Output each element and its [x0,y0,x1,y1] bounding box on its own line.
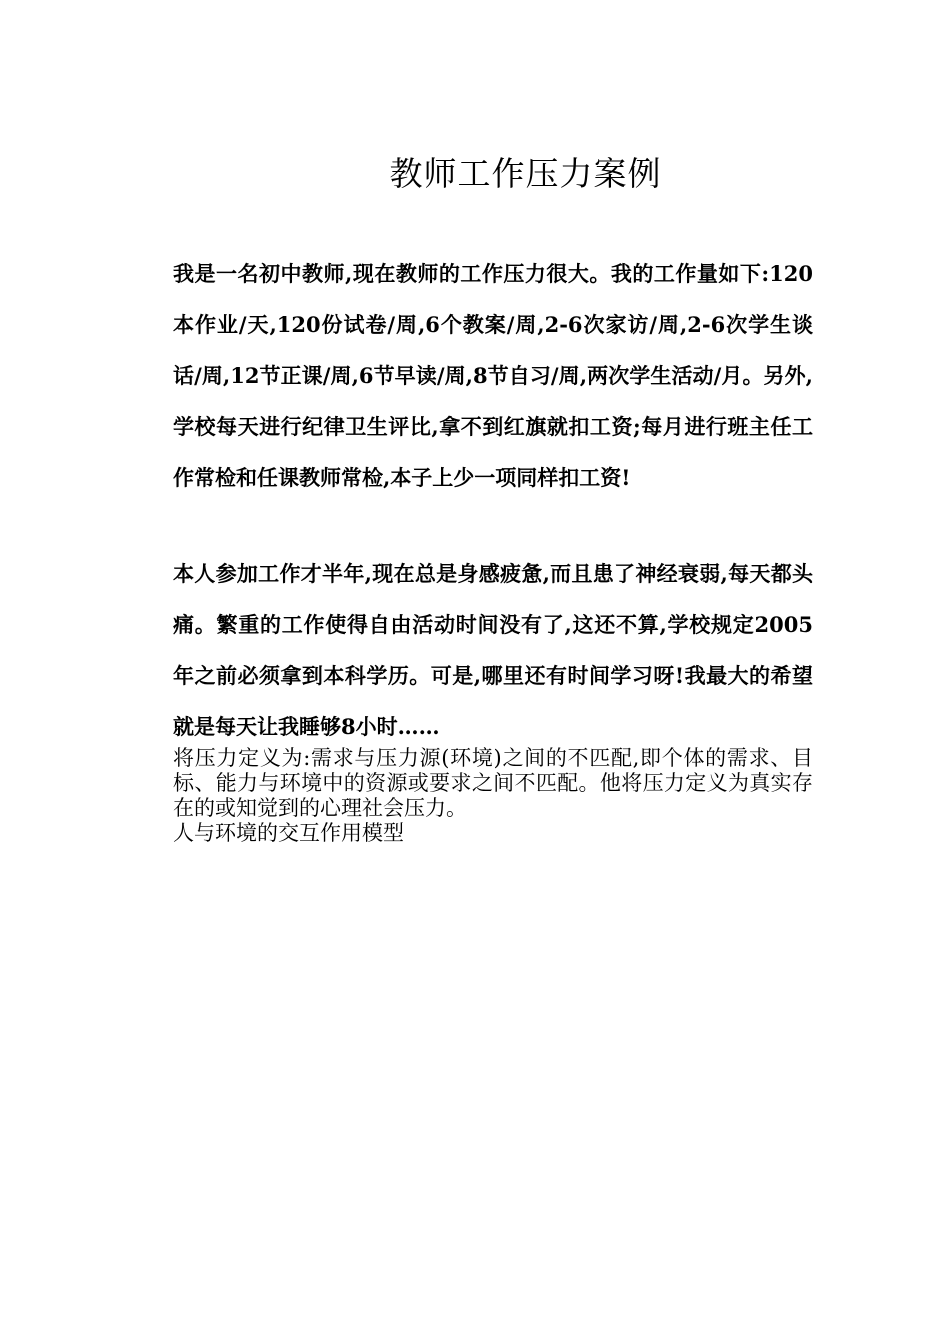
interaction-model-heading: 人与环境的交互作用模型 [173,821,404,845]
case-paragraph-health: 本人参加工作才半年,现在总是身感疲惫,而且患了神经衰弱,每天都头痛。繁重的工作使得自由活动时间没有了,这还不算,学校规定2005年之前必须拿到本科学历。可是,哪里还有时间学习呀!我最大的希望就是每天让我睡够8小时…… [173,561,813,739]
stress-definition-paragraph: 将压力定义为:需求与压力源(环境)之间的不匹配,即个体的需求、目标、能力与环境中的资源或要求之间不匹配。他将压力定义为真实存在的或知觉到的心理社会压力。 [173,746,813,820]
case-paragraph-workload: 我是一名初中教师,现在教师的工作压力很大。我的工作量如下:120本作业/天,120份试卷/周,6个教案/周,2-6次家访/周,2-6次学生谈话/周,12节正课/周,6节早读/周,8节自习/周,两次学生活动/月。另外,学校每天进行纪律卫生评比,拿不到红旗就扣工资;每月进行班主任工作常检和任课教师常检,本子上少一项同样扣工资! [173,261,813,490]
document-title: 教师工作压力案例 [389,154,662,193]
